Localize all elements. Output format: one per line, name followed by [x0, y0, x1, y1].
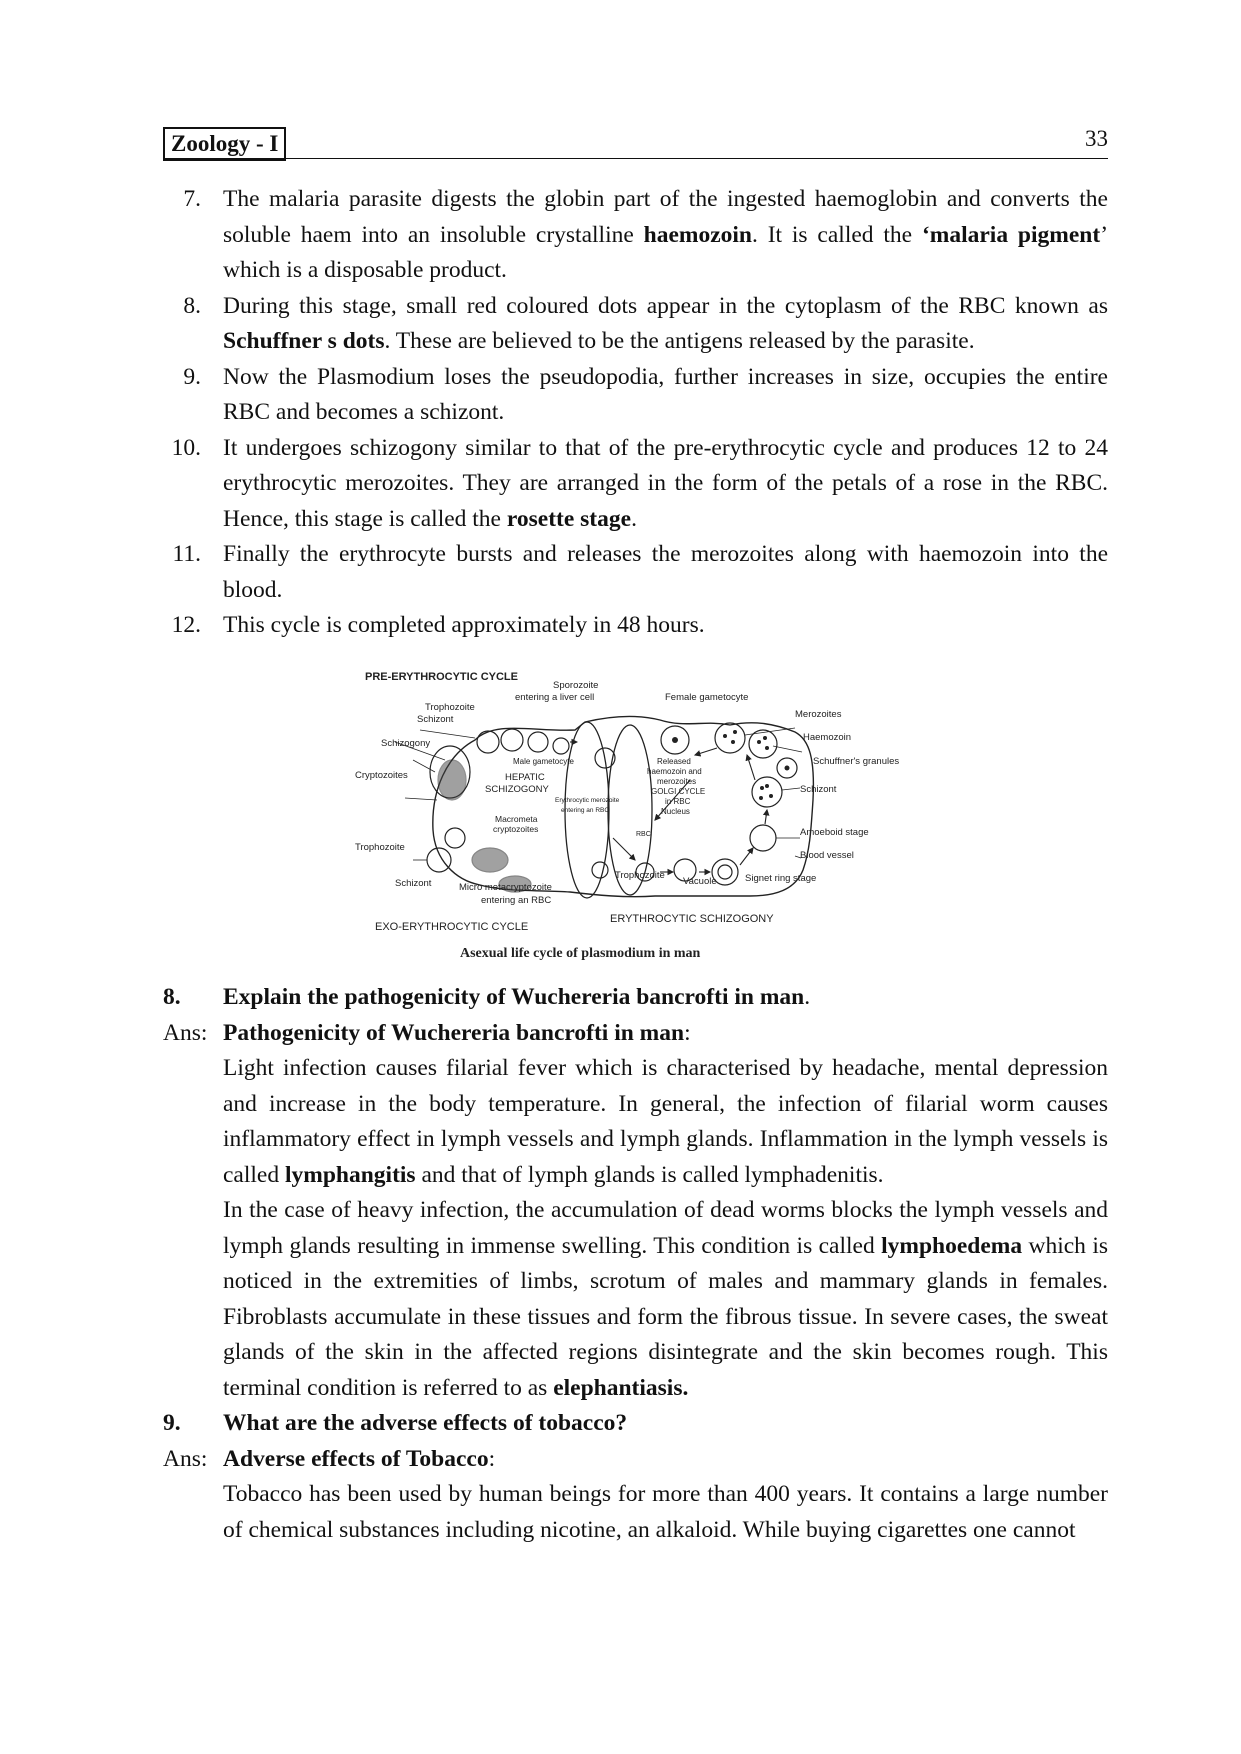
question-number: 9.: [163, 1410, 181, 1436]
text-run: It undergoes schizogony similar to that of the pre-erythrocytic cycle and produces 12 to 24 erythrocytic merozoites. They are arranged in the form of the petals of a rose in the RBC. Hence, this stage is called the: [223, 434, 1108, 532]
label-schizont-bottom: Schizont: [395, 878, 432, 889]
bold-term: Schuffner s dots: [223, 328, 385, 354]
list-item: [163, 431, 1108, 538]
answer-title: Adverse effects of Tobacco: [223, 1445, 489, 1472]
text-run: Tobacco has been used by human beings for more than 400 years. It contains a large number of chemical substances including nicotine, an alkaloid. While buying cigarettes one cannot: [223, 1481, 1108, 1543]
numbered-list: [163, 182, 1108, 644]
text-run: The malaria parasite digests the globin part of the ingested haemoglobin and converts the soluble haem into an insoluble crystalline: [223, 186, 1108, 248]
bold-term: ‘malaria pigment: [921, 221, 1101, 248]
text-run: which is noticed in the extremities of limbs, scrotum of males and mammary glands in females. Fibroblasts accumulate in these tissues and form the fibrous tissue. In severe cases, the sweat glands of the skin in the affected regions disintegrate and the skin becomes rough. This terminal condition is referred to as: [223, 1232, 1108, 1401]
label-signet: Signet ring stage: [745, 873, 817, 884]
list-item-text: [223, 435, 1108, 532]
page-header: [163, 127, 1108, 159]
list-item-number: 9.: [183, 363, 201, 390]
label-exo-cycle: EXO-ERYTHROCYTIC CYCLE: [375, 921, 529, 933]
bold-term: haemozoin: [643, 221, 752, 248]
text-run: During this stage, small red coloured dots appear in the cytoplasm of the RBC known as: [223, 292, 1108, 319]
page-number: 33: [1085, 126, 1108, 151]
list-item-number: 7.: [183, 186, 201, 212]
schizont-cell-right: [752, 777, 782, 807]
liver-cell-1: [477, 731, 499, 753]
label-entering-liver: entering a liver cell: [515, 692, 595, 703]
label-macro: Macrometa: [495, 814, 538, 824]
question-answer-section: [163, 980, 1108, 1548]
signet-ring-inner: [718, 865, 732, 879]
text-run: and that of lymph glands is called lymphadenitis.: [415, 1161, 884, 1188]
label-trophozoite-top: Trophozoite: [425, 702, 475, 713]
label-schizogony: Schizogony: [381, 738, 431, 749]
label-micro: Micro metacryptozoite: [459, 882, 552, 893]
bold-term: lymphoedema: [881, 1232, 1023, 1259]
question-text: Explain the pathogenicity of Wuchereria bancrofti in man: [223, 984, 805, 1010]
list-item: [163, 608, 1108, 644]
label-merozoites-2: merozoites: [657, 777, 697, 786]
label-hepatic: HEPATIC: [505, 772, 545, 783]
bold-term: lymphangitis: [284, 1161, 416, 1188]
answer-9-paragraph-1: [163, 1477, 1108, 1548]
label-entering-rbc: entering an RBC: [481, 895, 552, 906]
question-number: 8.: [163, 984, 181, 1010]
label-vacuole: Vacuole: [683, 876, 717, 887]
answer-8-paragraph-2: [163, 1193, 1108, 1406]
list-item-number: 8.: [183, 292, 201, 319]
subject-title: Zoology - I: [163, 127, 286, 161]
list-item-text: [223, 186, 1108, 283]
cryptozoite-cluster: [438, 760, 466, 800]
answer-label: Ans:: [163, 1445, 208, 1472]
label-entering-rbc-small: entering an RBC: [561, 807, 610, 814]
question-9: [163, 1406, 1108, 1442]
list-item-text: [223, 541, 1108, 603]
answer-9-heading: Ans: Adverse effects of Tobacco:: [163, 1442, 1108, 1478]
bold-term: elephantiasis.: [553, 1374, 689, 1401]
text-run: ’ which is a disposable product.: [223, 221, 1109, 283]
answer-label: Ans:: [163, 1019, 208, 1046]
trophozoite-cell-left: [427, 848, 451, 872]
text-run: . These are believed to be the antigens released by the parasite.: [384, 328, 975, 354]
label-blood-vessel: Blood vessel: [800, 850, 854, 861]
label-macro-2: cryptozoites: [493, 824, 539, 834]
amoeboid-cell: [750, 825, 776, 851]
label-schizont-top: Schizont: [417, 714, 454, 725]
list-item: [163, 360, 1108, 431]
merozoite-cell: [715, 723, 745, 753]
life-cycle-diagram: [355, 660, 945, 970]
list-item-text: [223, 293, 1108, 355]
label-ery-schizogony: ERYTHROCYTIC SCHIZOGONY: [610, 913, 774, 925]
trophozoite-cell-left-2: [445, 828, 465, 848]
label-merozoites: Merozoites: [795, 709, 842, 720]
list-item-number: 11.: [172, 541, 201, 567]
bold-term: rosette stage: [506, 505, 632, 532]
text-run: This cycle is completed approximately in 48 hours.: [223, 612, 705, 638]
list-item-text: [223, 612, 705, 638]
answer-title: Pathogenicity of Wuchereria bancrofti in man: [223, 1019, 685, 1046]
label-schuffner: Schuffner's granules: [813, 756, 900, 767]
text-run: Finally the erythrocyte bursts and releases the merozoites along with haemozoin into the blood.: [223, 541, 1108, 603]
label-rbc: RBC: [636, 831, 651, 838]
sporozoite-cell: [553, 738, 569, 754]
question-8: 8. Explain the pathogenicity of Wuchereria bancrofti in man.: [163, 980, 1108, 1016]
liver-cell-2: [501, 729, 523, 751]
label-schizogony-caps: SCHIZOGONY: [485, 784, 549, 795]
list-item: [163, 182, 1108, 289]
label-cryptozoites: Cryptozoites: [355, 770, 408, 781]
label-trophozoite-bottom: Trophozoite: [615, 870, 665, 881]
list-item-number: 10.: [171, 434, 201, 461]
header-rule: [163, 158, 1108, 159]
label-erythro-merozoite: Erythrocytic merozoite: [555, 797, 620, 804]
list-item-text: [223, 364, 1108, 426]
macromerozoite-cluster: [472, 848, 508, 872]
label-haemozoin-and: haemozoin and: [647, 767, 702, 776]
life-cycle-figure: [355, 660, 945, 970]
label-in-rbc: in RBC: [665, 797, 691, 806]
text-run: . It is called the: [751, 221, 922, 248]
list-item: [163, 537, 1108, 608]
text-run: .: [631, 505, 637, 532]
text-run: Light infection causes filarial fever which is characterised by headache, mental depression and increase in the body temperature. In general, the infection of filarial worm causes inflammatory effect in lymph vessels and lymph glands. Inflammation in the lymph vessels is called: [223, 1055, 1108, 1188]
label-female-gametocyte: Female gametocyte: [665, 692, 749, 703]
text-run: Now the Plasmodium loses the pseudopodia, further increases in size, occupies the entire RBC and becomes a schizont.: [223, 363, 1108, 425]
label-trophozoite-left: Trophozoite: [355, 842, 405, 853]
answer-8-heading: Ans: Pathogenicity of Wuchereria bancrofti in man:: [163, 1016, 1108, 1052]
label-golgi: GOLGI CYCLE: [651, 787, 706, 796]
list-item-number: 12.: [171, 612, 201, 638]
label-nucleus: Nucleus: [661, 807, 690, 816]
liver-cell-3: [528, 732, 548, 752]
label-amoeboid: Amoeboid stage: [800, 827, 869, 838]
label-pre-erythrocytic: PRE-ERYTHROCYTIC CYCLE: [365, 671, 518, 683]
label-male-gametocyte: Male gametocyte: [513, 757, 574, 766]
figure-caption: Asexual life cycle of plasmodium in man: [460, 946, 701, 961]
question-text: What are the adverse effects of tobacco?: [223, 1410, 628, 1436]
label-sporozoite: Sporozoite: [553, 680, 599, 691]
list-item: [163, 289, 1108, 360]
rbc-cell-2: [592, 862, 608, 878]
label-released: Released: [657, 757, 691, 766]
label-haemozoin: Haemozoin: [803, 732, 852, 743]
label-schizont-right: Schizont: [800, 784, 837, 795]
text-run: In the case of heavy infection, the accumulation of dead worms blocks the lymph vessels and lymph glands resulting in immense swelling. This condition is called: [223, 1197, 1108, 1259]
answer-8-paragraph-1: [163, 1051, 1108, 1193]
